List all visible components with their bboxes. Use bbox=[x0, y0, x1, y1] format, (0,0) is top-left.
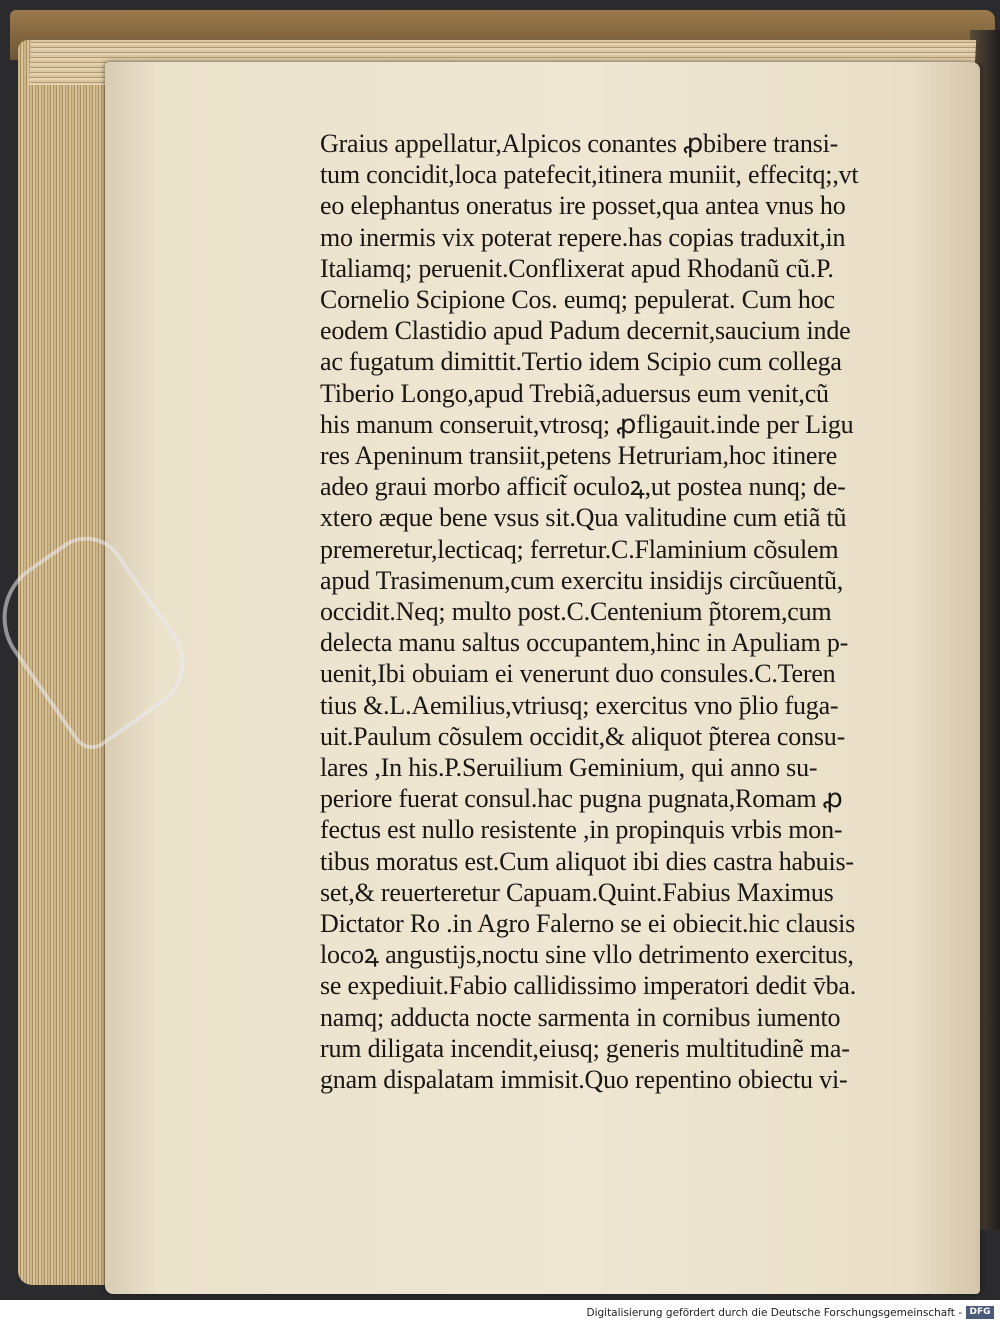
text-line: adeo graui morbo afficit̃ oculoꝝ,ut postea nunq; de- bbox=[320, 472, 846, 502]
funding-credit: Digitalisierung gefördert durch die Deutsche Forschungsgemeinschaft - bbox=[586, 1307, 962, 1319]
dfg-logo: DFG bbox=[966, 1306, 994, 1319]
text-line: occidit.Neq; multo post.C.Centenium p̃torem,cum bbox=[320, 597, 832, 627]
text-line: periore fuerat consul.hac pugna pugnata,Romam ꝓ bbox=[320, 784, 843, 814]
footer-bar bbox=[0, 1300, 1000, 1325]
text-line: xtero æque bene vsus sit.Qua valitudine cum etiã tũ bbox=[320, 503, 847, 533]
text-line: rum diligata incendit,eiusq; generis multitudinẽ ma- bbox=[320, 1033, 850, 1063]
text-line: res Apeninum transiit,petens Hetruriam,hoc itinere bbox=[320, 441, 838, 471]
text-line: se expediuit.Fabio callidissimo imperatori dedit v̄ba. bbox=[320, 971, 857, 1001]
text-line: tibus moratus est.Cum aliquot ibi dies castra habuis- bbox=[320, 846, 854, 876]
text-line: locoꝝ angustijs,noctu sine vllo detrimento exercitus, bbox=[320, 940, 854, 970]
text-line: his manum conseruit,vtrosq; ꝓfligauit.inde per Ligu bbox=[320, 409, 854, 439]
text-line: uenit,Ibi obuiam ei venerunt duo consules.C.Teren bbox=[320, 659, 836, 689]
text-line: gnam dispalatam immisit.Quo repentino obiectu vi- bbox=[320, 1065, 848, 1095]
text-line: lares ,In his.P.Seruilium Geminium, qui anno su- bbox=[320, 753, 818, 783]
page-text bbox=[320, 128, 920, 1095]
text-line: Graius appellatur,Alpicos conantes ꝓbibere transi- bbox=[320, 129, 839, 158]
text-line: tum concidit,loca patefecit,itinera muniit, effecitq;,vt bbox=[320, 160, 859, 190]
text-line: eo elephantus oneratus ire posset,qua antea vnus ho bbox=[320, 191, 846, 221]
text-line: mo inermis vix poterat repere.has copias traduxit,in bbox=[320, 222, 846, 252]
text-line: Tiberio Longo,apud Trebiã,aduersus eum venit,cũ bbox=[320, 378, 829, 408]
text-line: uit.Paulum cõsulem occidit,& aliquot p̃terea consu- bbox=[320, 721, 846, 751]
text-line: Italiamq; peruenit.Conflixerat apud Rhodanũ cũ.P. bbox=[320, 253, 834, 283]
text-line: ac fugatum dimittit.Tertio idem Scipio cum collega bbox=[320, 347, 842, 377]
text-line: namq; adducta nocte sarmenta in cornibus iumento bbox=[320, 1002, 841, 1032]
text-line: set,& reuerteretur Capuam.Quint.Fabius Maximus bbox=[320, 877, 834, 907]
text-line: delecta manu saltus occupantem,hinc in Apuliam p- bbox=[320, 628, 849, 658]
text-line: premeretur,lecticaq; ferretur.C.Flaminium cõsulem bbox=[320, 534, 839, 564]
text-line: eodem Clastidio apud Padum decernit,saucium inde bbox=[320, 316, 851, 346]
text-line: tius &.L.Aemilius,vtriusq; exercitus vno p̄lio fuga- bbox=[320, 690, 839, 720]
text-line: fectus est nullo resistente ,in propinquis vrbis mon- bbox=[320, 815, 843, 845]
text-line: Dictator Ro .in Agro Falerno se ei obiecit.hic clausis bbox=[320, 909, 856, 939]
text-line: apud Trasimenum,cum exercitu insidijs circũuentũ, bbox=[320, 565, 844, 595]
text-line: Cornelio Scipione Cos. eumq; pepulerat. Cum hoc bbox=[320, 285, 835, 315]
